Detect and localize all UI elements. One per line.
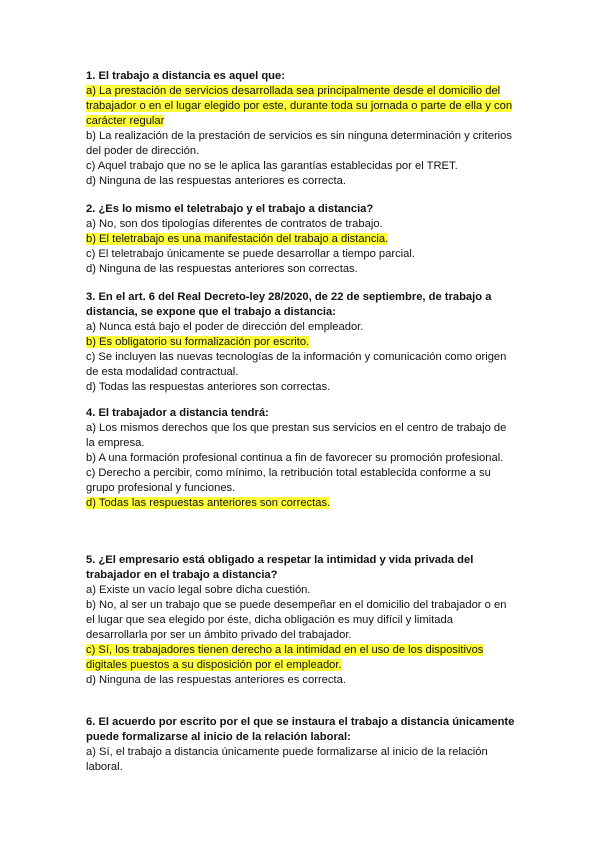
option-b	[86, 232, 516, 247]
question-title: 3. En el art. 6 del Real Decreto-ley 28/2020, de 22 de septiembre, de trabajo a distancia, se expone que el trabajo a distancia:	[86, 291, 492, 318]
question-3	[86, 290, 516, 395]
option-c: c) Derecho a percibir, como mínimo, la retribución total establecida conforme a su grupo profesional y funciones.	[86, 467, 491, 494]
highlighted-answer: b) El teletrabajo es una manifestación del trabajo a distancia.	[86, 233, 389, 245]
question-title: 5. ¿El empresario está obligado a respetar la intimidad y vida privada del trabajador en el trabajo a distancia?	[86, 554, 474, 581]
highlighted-answer: c) Sí, los trabajadores tienen derecho a la intimidad en el uso de los dispositivos digitales puestos a su disposición por el empleador.	[86, 644, 484, 671]
question-1	[86, 69, 516, 189]
option-b: b) No, al ser un trabajo que se puede desempeñar en el domicilio del trabajador o en el lugar que sea elegido por éste, dicha obligación es muy difícil y limitada desarrollarla por ser un ámbito privado del trabajador.	[86, 599, 507, 641]
option-b: b) A una formación profesional continua a fin de favorecer su promoción profesional.	[86, 452, 504, 464]
highlighted-answer: d) Todas las respuestas anteriores son correctas.	[86, 497, 331, 509]
option-a	[86, 84, 516, 129]
option-c: c) Se incluyen las nuevas tecnologías de la información y comunicación como origen de esta modalidad contractual.	[86, 351, 507, 378]
question-2	[86, 202, 516, 277]
highlighted-answer: b) Es obligatorio su formalización por escrito.	[86, 336, 310, 348]
question-title: 1. El trabajo a distancia es aquel que:	[86, 70, 285, 82]
question-5	[86, 553, 516, 688]
option-b	[86, 335, 516, 350]
question-4	[86, 406, 516, 511]
option-c: c) El teletrabajo únicamente se puede desarrollar a tiempo parcial.	[86, 248, 415, 260]
option-d: d) Ninguna de las respuestas anteriores es correcta.	[86, 674, 346, 686]
option-d: d) Ninguna de las respuestas anteriores son correctas.	[86, 263, 358, 275]
question-title: 4. El trabajador a distancia tendrá:	[86, 407, 269, 419]
option-a: a) Los mismos derechos que los que prestan sus servicios en el centro de trabajo de la empresa.	[86, 422, 507, 449]
question-6	[86, 715, 516, 775]
option-d: d) Todas las respuestas anteriores son correctas.	[86, 381, 331, 393]
question-title: 2. ¿Es lo mismo el teletrabajo y el trabajo a distancia?	[86, 203, 374, 215]
option-a: a) Nunca está bajo el poder de dirección del empleador.	[86, 321, 364, 333]
highlighted-answer: a) La prestación de servicios desarrollada sea principalmente desde el domicilio del trabajador o en el lugar elegido por este, durante toda su jornada o parte de ella y con carácter regular	[86, 85, 513, 127]
option-c	[86, 643, 516, 673]
option-b: b) La realización de la prestación de servicios es sin ninguna determinación y criterios del poder de dirección.	[86, 130, 512, 157]
option-a: a) Existe un vacío legal sobre dicha cuestión.	[86, 584, 311, 596]
option-c: c) Aquel trabajo que no se le aplica las garantías establecidas por el TRET.	[86, 160, 458, 172]
option-d	[86, 496, 516, 511]
option-a: a) Sí, el trabajo a distancia únicamente puede formalizarse al inicio de la relación laboral.	[86, 746, 488, 773]
option-a: a) No, son dos tipologías diferentes de contratos de trabajo.	[86, 218, 383, 230]
option-d: d) Ninguna de las respuestas anteriores es correcta.	[86, 175, 346, 187]
question-title: 6. El acuerdo por escrito por el que se instaura el trabajo a distancia únicamente puede formalizarse al inicio de la relación laboral:	[86, 716, 515, 743]
